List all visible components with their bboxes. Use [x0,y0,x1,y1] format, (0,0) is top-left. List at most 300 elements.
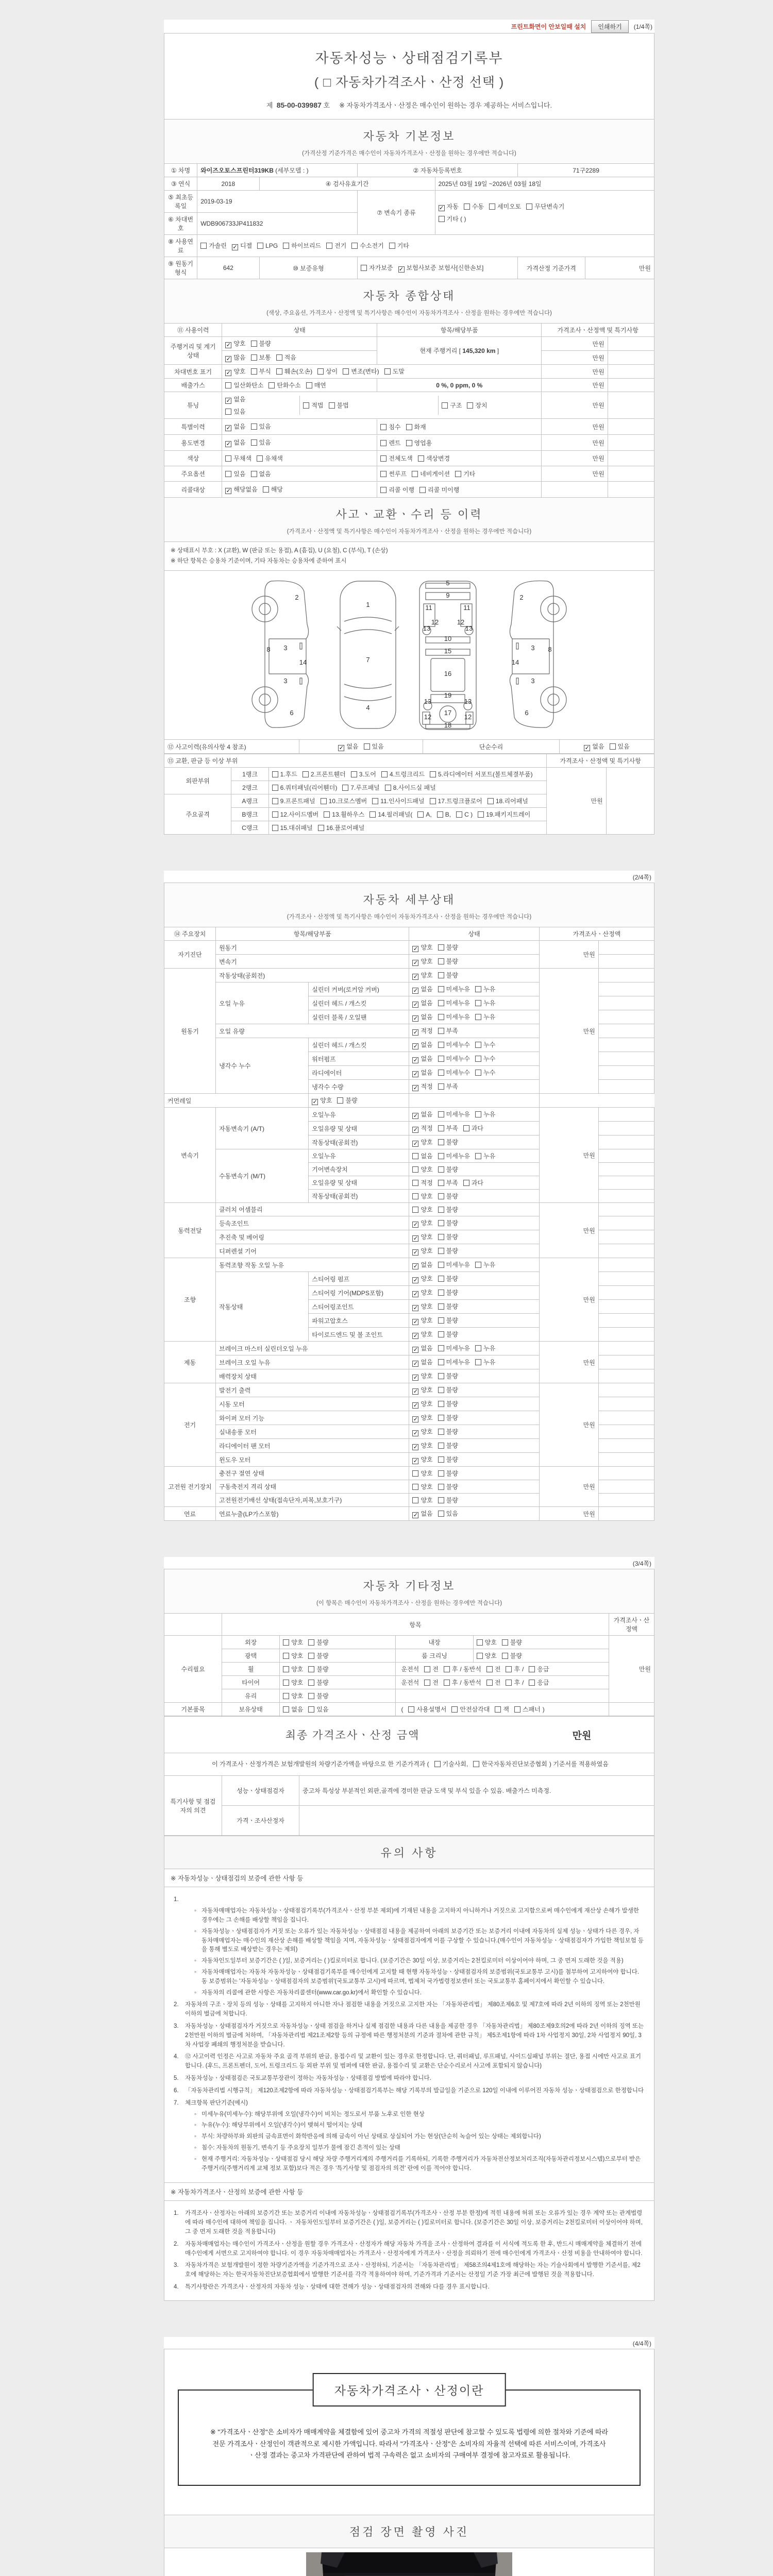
checkbox-양호[interactable] [412,1193,418,1199]
checkbox-11.인사이드패널[interactable] [372,798,378,804]
checkbox-도말[interactable] [384,368,391,375]
check-label: 전 [494,1666,501,1673]
checkbox-훼손(오손)[interactable] [276,368,282,375]
checkbox-2.프론트휀더[interactable] [303,771,309,777]
checkbox-가솔린[interactable] [200,243,207,249]
checkbox-한국자동차진단보증협회[interactable] [473,1761,479,1767]
checkbox-양호[interactable] [477,1653,483,1659]
checkbox-A,[interactable] [417,811,424,818]
checkbox-부족[interactable] [438,1028,444,1034]
checkbox-16.플로어패널[interactable] [318,825,324,831]
checkbox-누유[interactable] [475,1111,481,1117]
item-cell: 배력장치 상태 [216,1369,409,1383]
checkbox-양호[interactable] [477,1639,483,1646]
checkbox-8.사이드실 패널[interactable] [385,785,391,791]
checkbox-없음[interactable]: ✓ [413,1512,418,1519]
checkbox-B,[interactable] [437,811,443,818]
checkbox-누수[interactable] [475,1042,481,1048]
checkbox-누유[interactable] [475,1153,481,1159]
checkbox-불량[interactable] [438,1387,444,1393]
check-label: 불량 [446,1470,458,1478]
checkbox-화재[interactable] [406,424,412,430]
checkbox-양호[interactable]: ✓ [413,1277,418,1284]
check-label: 불량 [316,1652,329,1660]
check-label: 부족 [446,1179,458,1187]
check-label: 자가보증 [369,264,393,272]
checkbox-사용설명서[interactable] [408,1706,414,1713]
note-sub-item: ◦ 누유(누수): 해당부위에서 오일(냉각수)이 맺혀서 떨어지는 상태 [194,2122,363,2129]
checkbox-수동[interactable] [464,204,470,210]
print-button[interactable]: 인쇄하기 [591,20,628,33]
checkbox-없음[interactable]: ✓ [413,1347,418,1353]
check-label: 상이 [326,368,338,375]
checkbox-미세누유[interactable] [438,1359,444,1365]
inline-text: / [522,1679,524,1687]
item-cell [598,1052,654,1066]
item-cell: 타이로드엔드 및 볼 조인트 [309,1328,409,1342]
inline-text: / 동반석 [460,1679,481,1687]
checkbox-기타 ( )[interactable] [439,216,445,222]
checkbox-없음[interactable]: ✓ [226,398,231,404]
checkbox-리콜 미이행[interactable] [419,487,426,493]
transmission-checks [435,191,654,235]
checkbox-디젤[interactable]: ✓ [232,244,238,250]
check-label: 불량 [446,1331,458,1338]
checkbox-보통[interactable] [251,354,257,361]
checkbox-불량[interactable] [502,1653,508,1659]
check-label: 적정 [421,1125,433,1132]
check-label: 불량 [446,1219,458,1227]
status-cell [409,1176,539,1190]
checkbox-5.라디에이터 서포트(볼트체결부품)[interactable] [430,771,436,777]
inspector-opinion-text: 중고차 특성상 부분적인 외판,골격에 경미한 판금 도색 및 부식 있을 수 있음. 배출가스 미측정. [299,1776,654,1806]
checkbox-불량[interactable] [438,1443,444,1449]
item-cell: 작동상태(공회전) [309,1136,409,1149]
checkbox-미세누수[interactable] [438,1070,444,1076]
checkbox-미세누수[interactable] [438,1042,444,1048]
checkbox-잭[interactable] [495,1706,501,1713]
checkbox-13.휠하우스[interactable] [324,811,330,818]
checkbox-적정[interactable]: ✓ [413,1029,418,1036]
checkbox-적정[interactable]: ✓ [413,1127,418,1133]
exchange-panel-table: ⑬ 교환, 판금 등 이상 부위 가격조사ㆍ산정액 및 특기사항 외판부위 1랭크 1.후드 2.프론트휀더 3.도어 4.트렁크리드 5.라디에이터 서포트(볼트체결부품) 만원 2랭크 6.쿼터패널(리어휀더) 7.루프패널 8.사이드실 패널 주요골격 A랭크 9.프론트패널 10.크로스멤버 11.인사이드패널 17.트렁크플로어 18.리어패널 B랭크 12.사이드멤버 13.휠하우스 14.필러패널( A, B, C ) 19.패키지트레이 C랭크 15.대쉬패널 16.플로어패널 [164,754,654,835]
check-label: 없음 [592,743,604,751]
checkbox-리콜 이행[interactable] [380,487,386,493]
check-label: 가솔린 [209,242,227,249]
checkbox-불량[interactable] [438,1317,444,1324]
checkbox-부족[interactable] [438,1083,444,1090]
checkbox-무채색[interactable] [225,455,231,462]
checkbox-누수[interactable] [475,1056,481,1062]
checkbox-양호[interactable]: ✓ [413,1235,418,1242]
checkbox-전[interactable] [486,1680,493,1686]
checkbox-없음[interactable]: ✓ [413,1015,418,1022]
checkbox-있음[interactable] [610,743,616,750]
checkbox-네비게이션[interactable] [412,471,418,477]
checkbox-수소전기[interactable] [351,243,358,249]
base-price-label: 가격산정 기준가격 [518,257,585,279]
check-label: 없음 [259,470,271,478]
checkbox-4.트렁크리드[interactable] [381,771,388,777]
checkbox-자가보증[interactable] [361,265,367,271]
checkbox-전체도색[interactable] [380,455,386,462]
checkbox-있음[interactable] [225,471,231,477]
checkbox-양호[interactable]: ✓ [413,1333,418,1340]
checkbox-불량[interactable] [438,1497,444,1503]
checkbox-응급[interactable] [529,1666,535,1672]
checkbox-불량[interactable] [438,1429,444,1435]
diagram-part-number: 15 [444,647,452,655]
check-label: 과다 [471,1125,484,1132]
checkbox-불량[interactable] [438,1276,444,1282]
checkbox-안전삼각대[interactable] [451,1706,458,1713]
checkbox-양호[interactable]: ✓ [413,1416,418,1423]
checkbox-양호[interactable] [412,1484,418,1490]
checkbox-불량[interactable] [438,1470,444,1477]
checkbox-불량[interactable] [438,944,444,951]
checkbox-19.패키지트레이[interactable] [478,811,484,818]
detail-h1: ⑭ 주요장치 [164,927,216,941]
checkbox-없음[interactable]: ✓ [413,988,418,994]
inline-text: / 동반석 [460,1666,481,1673]
checkbox-일산화탄소[interactable] [225,382,231,388]
checkbox-10.크로스멤버[interactable] [321,798,327,804]
checkbox-미세누유[interactable] [438,1345,444,1351]
check-label: 양호 [421,1139,433,1146]
price-cell: 만원 [539,1507,598,1521]
checkbox-후[interactable] [506,1680,512,1686]
checkbox-있음[interactable] [438,1511,444,1517]
item-cell: 자동변속기 (A/T) [216,1108,309,1149]
checkbox-불량[interactable] [438,1234,444,1240]
checkbox-미세누유[interactable] [438,1262,444,1268]
checkbox-기타[interactable] [389,243,395,249]
checkbox-전[interactable] [424,1666,430,1672]
checkbox-미세누유[interactable] [438,1153,444,1159]
check-label: 13.휠하우스 [332,811,365,819]
title-block [164,33,654,119]
checkbox-불량[interactable] [308,1680,314,1686]
checkbox-썬루프[interactable] [380,471,386,477]
vin-label: ⑥ 차대번호 [164,213,197,235]
diagram-part-number: 17 [444,709,452,717]
checkbox-탄화수소[interactable] [268,382,275,388]
status-cell [409,1425,539,1439]
checkbox-7.루프패널[interactable] [342,785,348,791]
checkbox-미세누유[interactable] [438,986,444,992]
inline-text: 이 가격조사ㆍ산정가격은 보험개발원의 차량기준가액을 바탕으로 한 기준가격과 ( [212,1760,429,1768]
checkbox-침수[interactable] [380,424,386,430]
checkbox-불량[interactable] [438,972,444,978]
checkbox-양호[interactable]: ✓ [413,1388,418,1395]
diagram-part-number: 16 [444,670,452,678]
checkbox-양호[interactable] [283,1653,289,1659]
checkbox-상이[interactable] [317,368,324,375]
checkbox-누유[interactable] [475,1359,481,1365]
table-row [164,1507,654,1521]
check-label: 불량 [446,1386,458,1394]
checkbox-누유[interactable] [475,1000,481,1006]
checkbox-양호[interactable]: ✓ [413,1305,418,1312]
checkbox-없음[interactable]: ✓ [226,441,231,447]
checkbox-양호[interactable] [412,1497,418,1503]
check-label: 해당 [271,486,283,493]
checkbox-불량[interactable] [438,1401,444,1407]
item-cell: 고전원 전기장치 [164,1467,216,1507]
checkbox-없음[interactable]: ✓ [413,1361,418,1367]
checkbox-구조[interactable] [442,402,448,409]
checkbox-불량[interactable] [251,341,257,347]
check-label: 전기 [334,242,347,249]
check-label: 양호 [421,1206,433,1214]
checkbox-1.후드[interactable] [272,771,278,777]
checkbox-부식[interactable] [251,368,257,375]
tuning-row [222,392,541,418]
checkbox-양호[interactable]: ✓ [413,1430,418,1437]
checkbox-불량[interactable] [438,1248,444,1254]
checkbox-양호[interactable]: ✓ [413,1222,418,1228]
checkbox-양호[interactable] [283,1680,289,1686]
item-cell [409,1094,539,1108]
checkbox-양호[interactable] [283,1666,289,1672]
checkbox-스패너[interactable] [514,1706,520,1713]
checkbox-불량[interactable] [438,1166,444,1173]
mileage-status-checks [222,337,377,351]
checkbox-양호[interactable]: ✓ [413,1444,418,1451]
note-sub-item: ◦ 자동차매매업자는 자동차 자동차성능ㆍ상태점검기록부를 매수인에게 고지할 때 현행 자동차성능ㆍ상태점검자의 보증범위(국토교통부 고시)를 첨부하여 고지하여야 합니다. 동 보증범위는 '자동차성능ㆍ상태점검자의 보증범위'(국토교통부 고시)에 따르며, 법제처 국가법령정보센터 또는 국토교통부 홈페이지에서 확인할 수 있습니다. [194,1969,640,1985]
checkbox-없음[interactable]: ✓ [413,1263,418,1270]
checkbox-많음[interactable]: ✓ [226,356,231,362]
check-label: 양호 [291,1652,304,1660]
checkbox-양호[interactable]: ✓ [413,960,418,967]
checkbox-후[interactable] [444,1680,450,1686]
checkbox-양호[interactable]: ✓ [413,1375,418,1381]
status-cell [409,1024,539,1038]
check-label: 불량 [510,1652,522,1660]
checkbox-불량[interactable] [438,1373,444,1379]
checkbox-없음[interactable]: ✓ [413,1057,418,1064]
checkbox-불량[interactable] [438,1139,444,1145]
checkbox-17.트렁크플로어[interactable] [430,798,436,804]
checkbox-양호[interactable]: ✓ [413,974,418,980]
checkbox-해당없음[interactable]: ✓ [226,488,231,494]
checkbox-양호[interactable]: ✓ [413,1291,418,1298]
checkbox-양호[interactable] [412,1470,418,1477]
checkbox-양호[interactable]: ✓ [413,946,418,953]
checkbox-누유[interactable] [475,1262,481,1268]
checkbox-없음[interactable]: ✓ [226,425,231,431]
checkbox-적법[interactable] [303,402,309,409]
note-sub-item: ◦ 자동차매매업자는 자동차성능ㆍ상태점검기록부(가격조사ㆍ산정 부분 제외)에 기재된 내용을 고지하지 아니하거나 거짓으로 고지함으로써 매수인에게 재산상 손해가 발생한 경우에는 그 손해를 배상할 책임을 집니다. [194,1908,640,1923]
section-other-header: 자동차 기타정보 (이 항목은 매수인이 자동차가격조사ㆍ산정을 원하는 경우에만 적습니다) [164,1569,654,1613]
checkbox-적정[interactable]: ✓ [413,1085,418,1092]
checkbox-불량[interactable] [438,1331,444,1337]
checkbox-9.프론트패널[interactable] [272,798,278,804]
checkbox-있음[interactable] [308,1706,314,1713]
item-cell: 충전구 절연 상태 [216,1467,409,1480]
checkbox-불량[interactable] [438,1456,444,1463]
check-label: 무단변속기 [534,203,565,210]
checkbox-누유[interactable] [475,986,481,992]
checkbox-15.대쉬패널[interactable] [272,825,278,831]
item-cell [598,1066,654,1080]
checkbox-기타[interactable] [455,471,461,477]
check-label: 잭 [503,1706,509,1714]
checkbox-부족[interactable] [438,1180,444,1186]
item-cell: 브레이크 오일 누유 [216,1355,409,1369]
checkbox-응급[interactable] [529,1680,535,1686]
checkbox-없음[interactable]: ✓ [413,1113,418,1120]
checkbox-양호[interactable]: ✓ [413,1141,418,1147]
checkbox-양호[interactable]: ✓ [413,1402,418,1409]
checkbox-없음[interactable]: ✓ [413,1071,418,1078]
checkbox-양호[interactable]: ✓ [413,1249,418,1256]
checkbox-불량[interactable] [438,1484,444,1490]
exchange-price-head: 가격조사ㆍ산정액 및 특기사항 [547,754,654,768]
checkbox-불법[interactable] [329,402,335,409]
wheel-detail-checks [396,1663,609,1676]
check-label: 있음 [233,408,246,415]
checkbox-렌트[interactable] [380,440,386,446]
diagram-part-number: 6 [290,709,294,717]
item-cell: 변속기 [216,955,409,969]
rank2-checks [268,781,547,794]
item-cell: 커먼레일 [164,1094,309,1108]
checkbox-미세누수[interactable] [438,1056,444,1062]
checkbox-양호[interactable] [412,1207,418,1213]
checkbox-색상변경[interactable] [418,455,424,462]
checkbox-누수[interactable] [475,1070,481,1076]
checkbox-양호[interactable] [412,1166,418,1173]
price-cell: 만원 [539,1467,598,1507]
checkbox-미세누유[interactable] [438,1111,444,1117]
checkbox-영업용[interactable] [406,440,412,446]
checkbox-적정[interactable] [412,1180,418,1186]
checkbox-불량[interactable] [438,1303,444,1310]
checkbox-누유[interactable] [475,1345,481,1351]
check-label: 보험사보증 [406,264,436,272]
checkbox-양호[interactable] [283,1639,289,1646]
checkbox-전[interactable] [424,1680,430,1686]
checkbox-양호[interactable] [283,1693,289,1699]
checkbox-14.필러패널([interactable] [369,811,376,818]
checkbox-불량[interactable] [438,1415,444,1421]
status-cell [409,1230,539,1244]
checkbox-없음[interactable]: ✓ [413,1002,418,1008]
checkbox-불량[interactable] [438,958,444,964]
item-cell: 전기 [164,1383,216,1467]
checkbox-후[interactable] [444,1666,450,1672]
checkbox-기술사회,[interactable] [434,1761,441,1767]
checkbox-양호[interactable]: ✓ [312,1099,317,1106]
check-label: 불량 [446,1206,458,1214]
checkbox-불량[interactable] [438,1207,444,1213]
check-label: 누유 [483,1359,496,1366]
check-label: 매연 [314,382,326,389]
checkbox-과다[interactable] [463,1125,469,1131]
checkbox-불량[interactable] [308,1639,314,1646]
checkbox-12.사이드멤버[interactable] [272,811,278,818]
checkbox-세미오토[interactable] [489,204,495,210]
checkbox-무단변속기[interactable] [526,204,532,210]
checkbox-없음[interactable]: ✓ [413,1043,418,1050]
checkbox-없음[interactable] [251,471,257,477]
item-cell [598,1355,654,1369]
checkbox-장치[interactable] [467,402,473,409]
checkbox-불량[interactable] [438,1220,444,1226]
checkbox-해당[interactable] [263,486,269,493]
status-cell [409,996,539,1010]
accident-history-label: ⑫ 사고이력(유의사항 4 참조) [164,740,299,754]
checkbox-있음[interactable] [364,743,370,750]
checkbox-없음[interactable] [412,1153,418,1159]
tuning-label: 튜닝 [164,392,222,419]
item-cell: 워터펌프 [309,1052,409,1066]
item-cell: 스티어링 펌프 [309,1272,409,1286]
checkbox-6.쿼터패널(리어휀더)[interactable] [272,785,278,791]
note-item: 6. 「자동차관리법 시행규칙」 제120조제2항에 따라 자동차성능ㆍ상태점검기록부는 해당 기록부의 발급일을 기준으로 120일 이내에 이루어진 자동차 성능ㆍ상태점검으로 한정합니다 [174,2087,644,2094]
checkbox-전[interactable] [486,1666,493,1672]
checkbox-후[interactable] [506,1666,512,1672]
checkbox-불량[interactable] [308,1653,314,1659]
checkbox-불량[interactable] [308,1666,314,1672]
checkbox-과다[interactable] [463,1180,469,1186]
checkbox-있음[interactable] [225,409,231,415]
page3-label: (3/4쪽) [164,1557,654,1569]
price-cell: 만원 [542,337,608,351]
inline-text: ) 기준서를 적용하였음 [549,1760,609,1768]
checkbox-있음[interactable] [251,439,257,446]
diagram-part-number: 3 [283,644,288,652]
checkbox-하이브리드[interactable] [283,243,289,249]
checkbox-보험사보증[interactable]: ✓ [398,266,404,273]
checkbox-불량[interactable] [308,1693,314,1699]
checkbox-불량[interactable] [438,1290,444,1296]
checkbox-양호[interactable]: ✓ [413,1458,418,1465]
checkbox-18.리어패널[interactable] [488,798,494,804]
checkbox-적음[interactable] [276,354,282,361]
checkbox-전기[interactable] [326,243,332,249]
checkbox-없음[interactable] [283,1706,289,1713]
notes-a-box [164,1869,654,2183]
checkbox-있음[interactable] [251,423,257,430]
checkbox-부족[interactable] [438,1125,444,1131]
checkbox-미세누유[interactable] [438,1000,444,1006]
checkbox-양호[interactable]: ✓ [413,1319,418,1326]
checkbox-자동[interactable]: ✓ [439,205,444,211]
checkbox-변조(변타)[interactable] [343,368,349,375]
checkbox-없음[interactable]: ✓ [584,745,590,752]
checkbox-C )[interactable] [456,811,462,818]
checkbox-불량[interactable] [502,1639,508,1646]
checkbox-LPG[interactable] [257,243,263,249]
checkbox-없음[interactable]: ✓ [339,745,344,752]
checkbox-유채색[interactable] [257,455,263,462]
page-2 [164,871,654,1521]
diagram-part-number: 4 [366,704,370,712]
checkbox-3.도어[interactable] [351,771,357,777]
checkbox-미세누유[interactable] [438,1014,444,1020]
check-label: 미세누유 [446,1345,470,1352]
checkbox-불량[interactable] [438,1193,444,1199]
notes-a-body [164,1887,654,2182]
checkbox-양호[interactable]: ✓ [226,342,231,348]
check-label: 후 [514,1666,520,1673]
checkbox-누유[interactable] [475,1014,481,1020]
checkbox-매연[interactable] [306,382,312,388]
checkbox-양호[interactable]: ✓ [226,370,231,376]
checkbox-불량[interactable] [337,1097,343,1104]
